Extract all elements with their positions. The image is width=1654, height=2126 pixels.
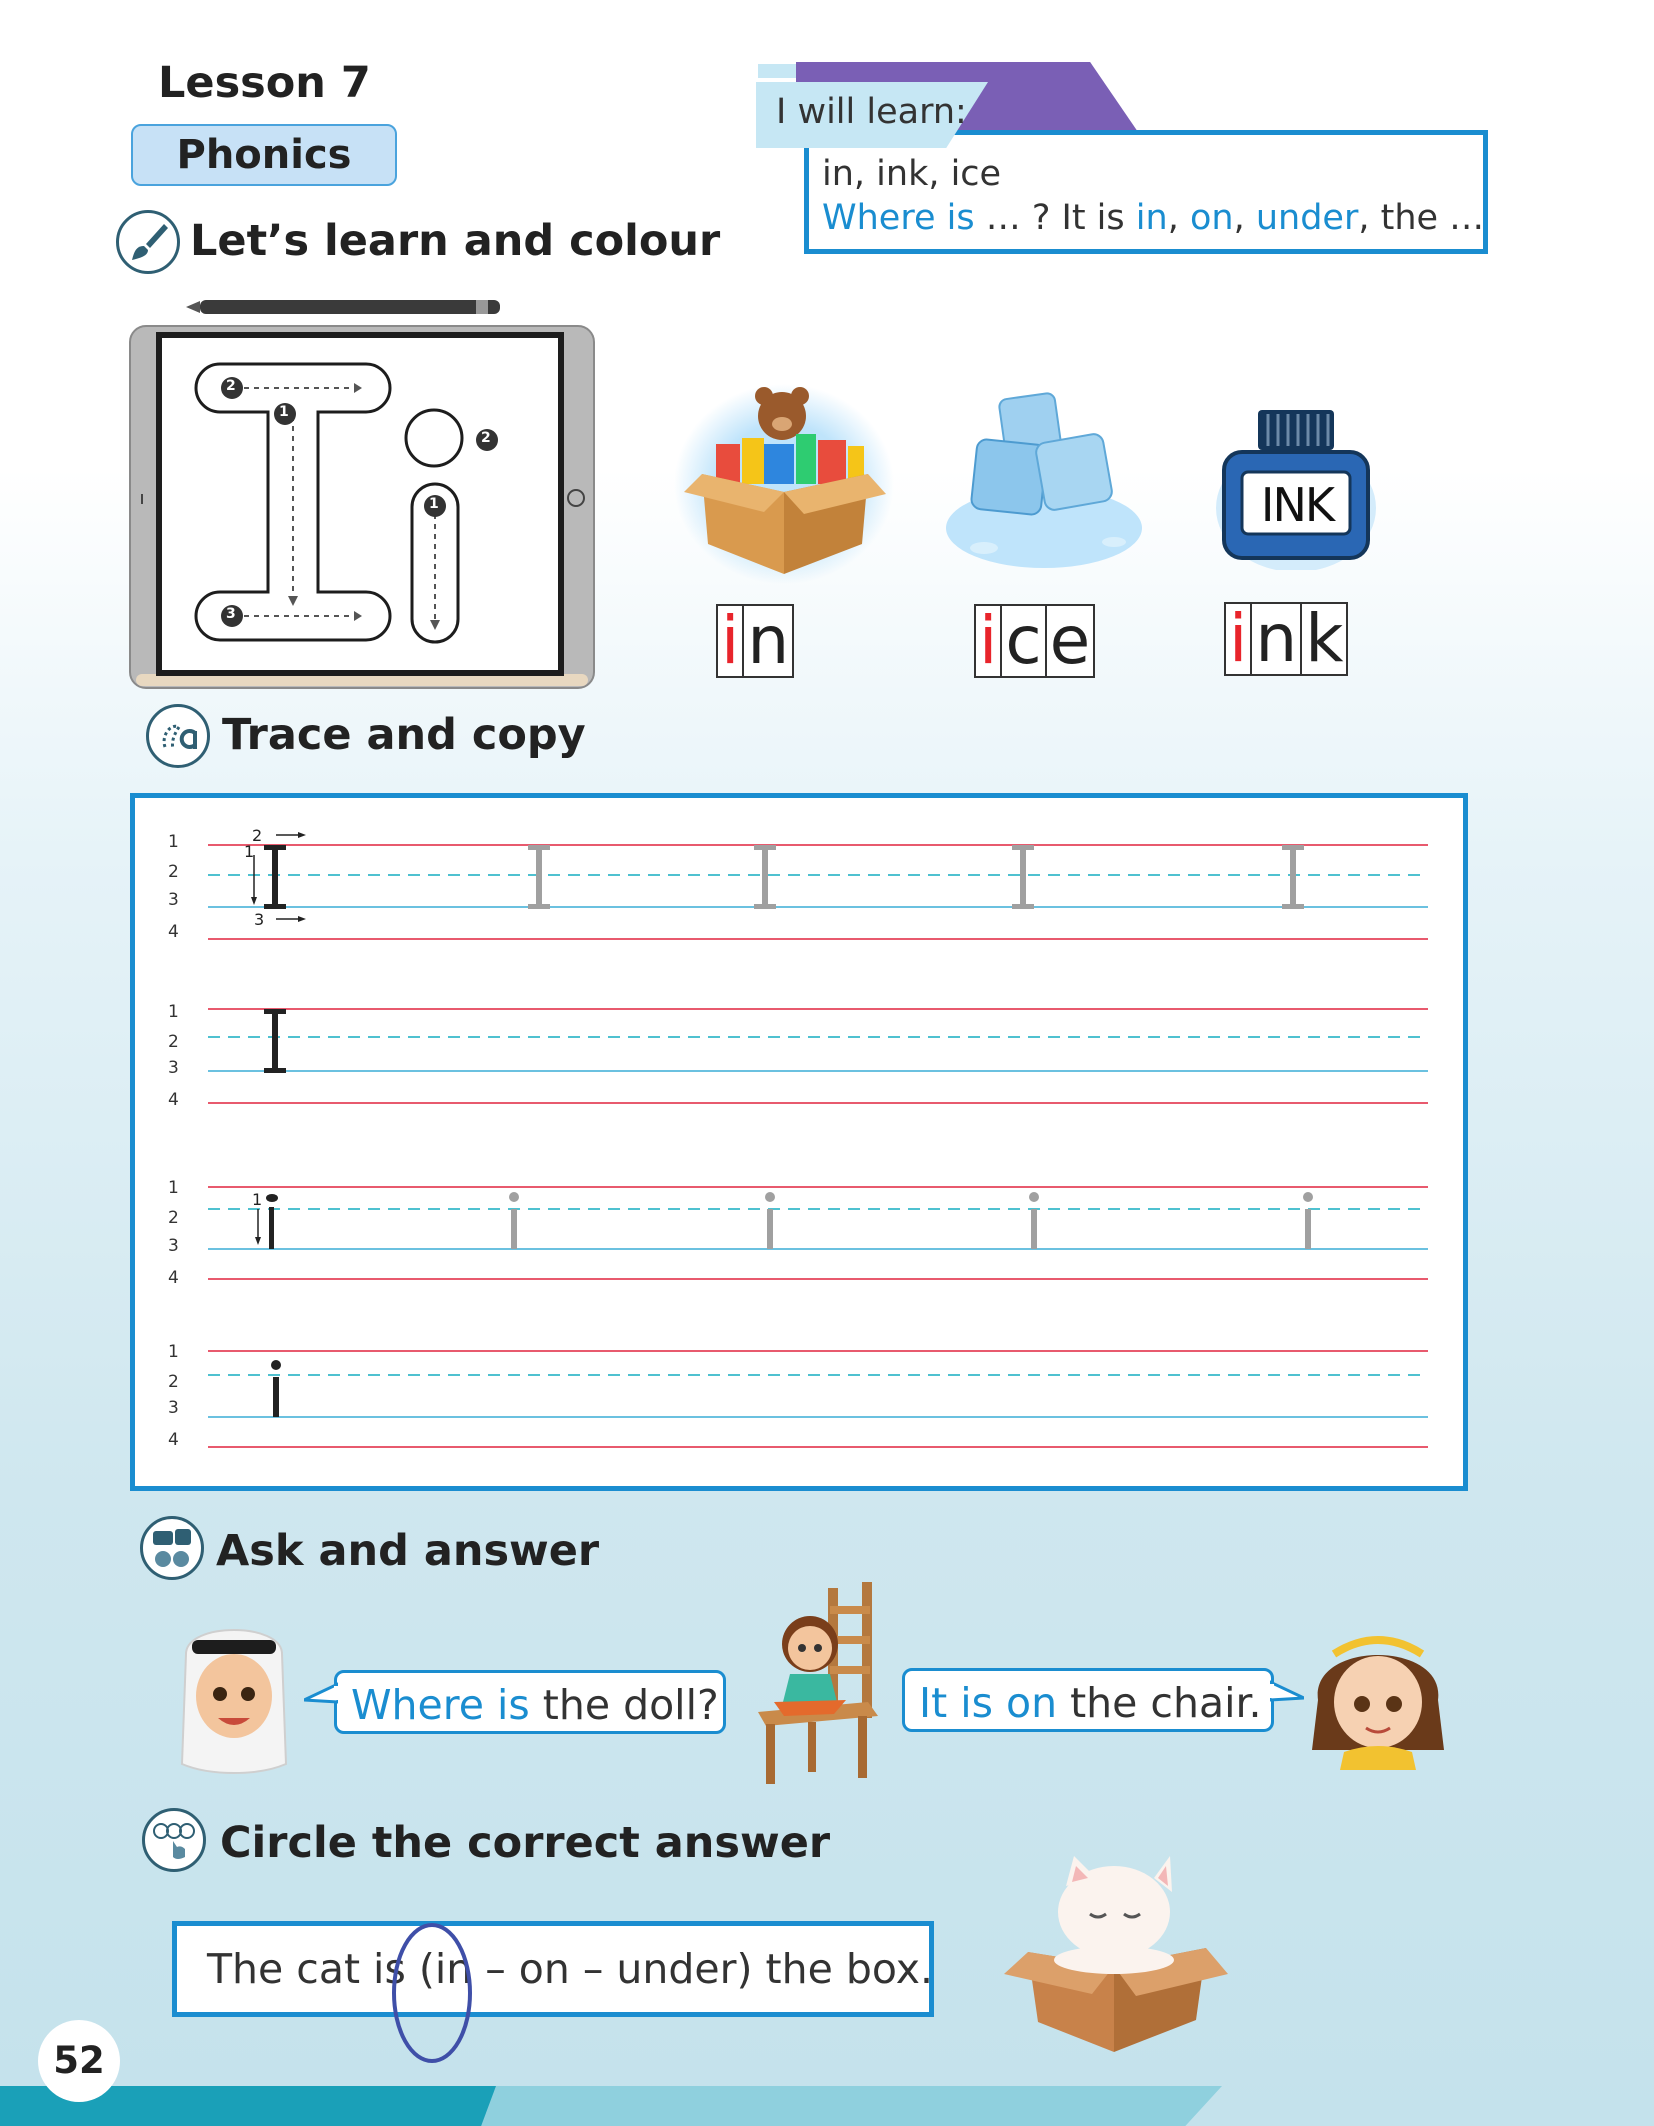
line-number: 3 bbox=[168, 1058, 179, 1078]
stroke-number: 3 bbox=[254, 910, 265, 929]
answer-rest: the chair. bbox=[1057, 1679, 1262, 1727]
toy-box-image bbox=[672, 374, 896, 584]
line-numbers-row-2 bbox=[168, 1004, 179, 1109]
stroke-number: 1 bbox=[252, 1190, 263, 1209]
page-number: 52 bbox=[38, 2020, 120, 2102]
section-title-trace-copy: Trace and copy bbox=[222, 710, 586, 760]
line-number: 4 bbox=[168, 1268, 179, 1288]
word-letter: i bbox=[716, 604, 744, 678]
abc-choice-icon bbox=[142, 1808, 206, 1872]
trace-row-2 bbox=[208, 1009, 1428, 1103]
line-number: 2 bbox=[168, 1372, 179, 1392]
sentence-under: under bbox=[1255, 198, 1359, 238]
word-letter: k bbox=[1300, 602, 1348, 676]
trace-row-4 bbox=[208, 1351, 1428, 1447]
tablet bbox=[128, 324, 596, 690]
sentence-sep: , bbox=[1167, 198, 1190, 238]
line-number: 1 bbox=[168, 1002, 179, 1022]
word-ice bbox=[974, 604, 1093, 678]
step-number: 1 bbox=[279, 404, 289, 420]
step-number: 2 bbox=[226, 378, 236, 394]
line-number: 2 bbox=[168, 1032, 179, 1052]
sentence-where-is: Where is bbox=[822, 198, 975, 238]
section-title-ask-answer: Ask and answer bbox=[216, 1526, 600, 1576]
word-letter: i bbox=[974, 604, 1002, 678]
paintbrush-icon bbox=[116, 210, 180, 274]
word-letter: i bbox=[1224, 602, 1252, 676]
sentence-it-is: … ? It is bbox=[974, 198, 1136, 238]
ink-label: INK bbox=[1260, 478, 1334, 532]
boy-avatar bbox=[168, 1614, 300, 1776]
line-number: 1 bbox=[168, 1342, 179, 1362]
section-title-circle: Circle the correct answer bbox=[220, 1818, 831, 1868]
question-bubble bbox=[334, 1670, 726, 1734]
line-number: 1 bbox=[168, 1178, 179, 1198]
answer-circle-mark bbox=[384, 1922, 480, 2064]
line-number: 1 bbox=[168, 832, 179, 852]
question-blue: Where is bbox=[351, 1681, 530, 1729]
bubble-tail bbox=[304, 1682, 338, 1706]
line-number: 3 bbox=[168, 1236, 179, 1256]
phonics-badge: Phonics bbox=[131, 124, 397, 186]
doll-on-chair-image bbox=[738, 1582, 884, 1788]
line-number: 3 bbox=[168, 890, 179, 910]
word-letter: n bbox=[1250, 602, 1302, 676]
speech-bubbles-icon bbox=[140, 1516, 204, 1580]
circle-exercise-sentence: The cat is (in – on – under) the box. bbox=[172, 1921, 934, 2017]
stroke-number: 1 bbox=[244, 842, 255, 861]
step-number: 3 bbox=[226, 606, 236, 622]
word-in bbox=[716, 604, 792, 678]
sentence-in: in bbox=[1135, 198, 1168, 238]
line-numbers-row-4 bbox=[168, 1344, 179, 1449]
step-number: 1 bbox=[429, 496, 439, 512]
trace-row-3 bbox=[208, 1187, 1428, 1279]
learn-sentence bbox=[822, 198, 1484, 238]
line-number: 4 bbox=[168, 1090, 179, 1110]
question-rest: the doll? bbox=[529, 1681, 719, 1729]
step-number: 2 bbox=[481, 430, 491, 446]
line-number: 2 bbox=[168, 862, 179, 882]
section-title-learn-colour: Let’s learn and colour bbox=[190, 216, 721, 266]
learn-tab-label: I will learn: bbox=[776, 92, 967, 132]
handwriting-icon bbox=[146, 704, 210, 768]
answer-blue: It is on bbox=[919, 1679, 1058, 1727]
line-number: 4 bbox=[168, 922, 179, 942]
bubble-tail bbox=[1270, 1680, 1304, 1704]
stroke-number: 2 bbox=[252, 826, 263, 845]
learn-words: in, ink, ice bbox=[822, 154, 1002, 194]
trace-row-1 bbox=[208, 832, 1428, 939]
ice-cubes-image bbox=[944, 378, 1144, 574]
girl-avatar bbox=[1304, 1620, 1452, 1770]
word-ink bbox=[1224, 602, 1346, 676]
lesson-title: Lesson 7 bbox=[158, 58, 371, 108]
line-number: 4 bbox=[168, 1430, 179, 1450]
answer-bubble bbox=[902, 1668, 1274, 1732]
word-letter: e bbox=[1045, 604, 1096, 678]
word-letter: c bbox=[1000, 604, 1046, 678]
tracing-lines bbox=[130, 793, 1468, 1491]
word-letter: n bbox=[742, 604, 794, 678]
sentence-sep: , bbox=[1233, 198, 1256, 238]
ink-bottle-image bbox=[1216, 398, 1376, 570]
line-number: 3 bbox=[168, 1398, 179, 1418]
line-numbers-row-3 bbox=[168, 1180, 179, 1287]
line-number: 2 bbox=[168, 1208, 179, 1228]
line-numbers-row-1 bbox=[168, 834, 179, 941]
sentence-on: on bbox=[1189, 198, 1234, 238]
banner-cyan-strip bbox=[758, 64, 796, 78]
sentence-the: , the … bbox=[1358, 198, 1485, 238]
cat-in-box-image bbox=[1004, 1856, 1228, 2056]
stylus-pen bbox=[186, 296, 516, 318]
